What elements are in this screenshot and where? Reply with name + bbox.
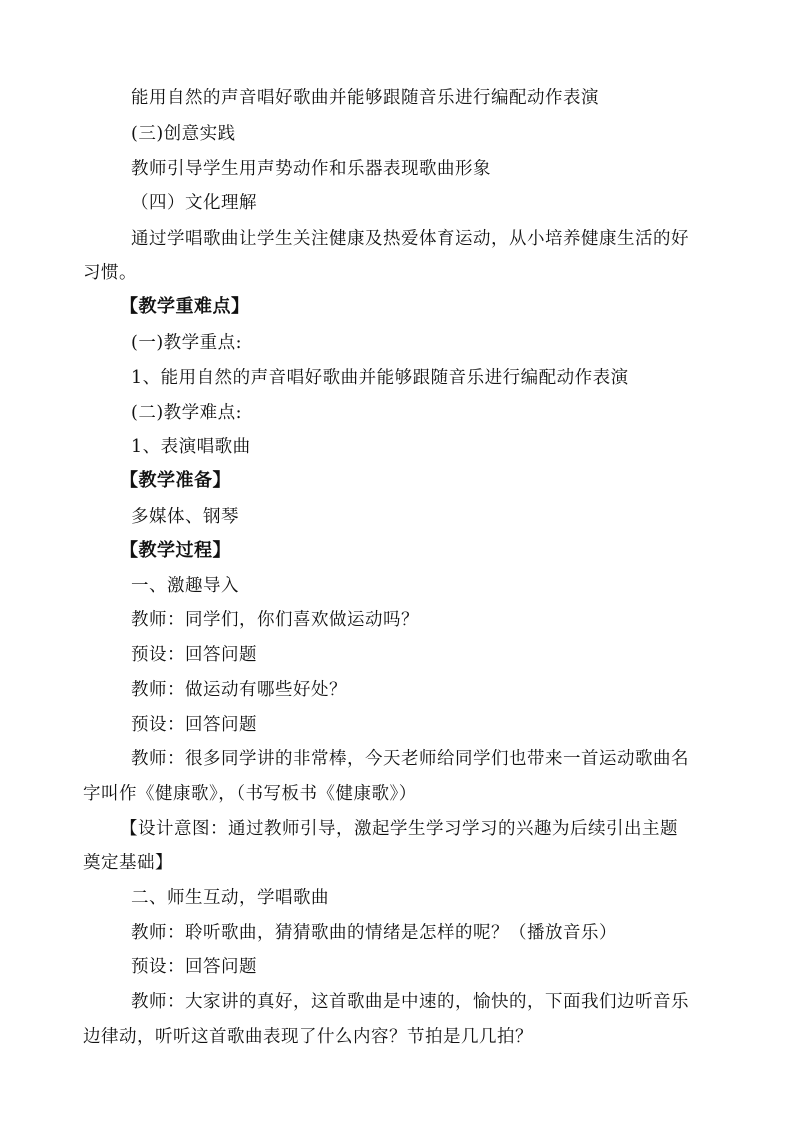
dialogue-line: 预设：回答问题 [131,645,257,665]
design-intent-note: 奠定基础】 [83,853,173,873]
dialogue-line: 教师：聆听歌曲，猜猜歌曲的情绪是怎样的呢？（播放音乐） [131,923,617,943]
text-line: 习惯。 [83,263,137,283]
list-item: 1、表演唱歌曲 [131,437,251,457]
section-heading-process: 【教学过程】 [120,540,231,561]
dialogue-line: 预设：回答问题 [131,715,257,735]
subheading-difficult-point: (二)教学难点: [131,403,243,423]
dialogue-line: 教师：做运动有哪些好处？ [131,680,347,700]
dialogue-line: 教师：同学们，你们喜欢做运动吗？ [131,610,419,630]
list-item: 1、能用自然的声音唱好歌曲并能够跟随音乐进行编配动作表演 [131,368,629,388]
subheading-interaction: 二、师生互动，学唱歌曲 [131,888,329,908]
dialogue-line: 预设：回答问题 [131,957,257,977]
section-heading-creative-practice: (三)创意实践 [131,124,236,144]
subheading-key-point: (一)教学重点: [131,333,243,353]
section-heading-cultural-understanding: （四）文化理解 [131,193,257,213]
dialogue-line: 教师：很多同学讲的非常棒，今天老师给同学们也带来一首运动歌曲名 [131,749,689,769]
dialogue-line: 边律动，听听这首歌曲表现了什么内容？节拍是几几拍？ [83,1027,533,1047]
section-heading-preparation: 【教学准备】 [120,470,231,491]
text-line: 多媒体、钢琴 [131,507,239,527]
text-line: 教师引导学生用声势动作和乐器表现歌曲形象 [131,159,491,179]
text-line: 通过学唱歌曲让学生关注健康及热爱体育运动，从小培养健康生活的好 [131,229,689,249]
dialogue-line: 教师：大家讲的真好，这首歌曲是中速的，愉快的，下面我们边听音乐 [131,992,689,1012]
text-line: 能用自然的声音唱好歌曲并能够跟随音乐进行编配动作表演 [131,88,599,108]
section-heading-key-points: 【教学重难点】 [120,296,250,317]
subheading-intro: 一、激趣导入 [131,576,239,596]
design-intent-note: 【设计意图：通过教师引导，激起学生学习学习的兴趣为后续引出主题 [120,819,678,839]
dialogue-line: 字叫作《健康歌》，（书写板书《健康歌》） [83,784,417,804]
